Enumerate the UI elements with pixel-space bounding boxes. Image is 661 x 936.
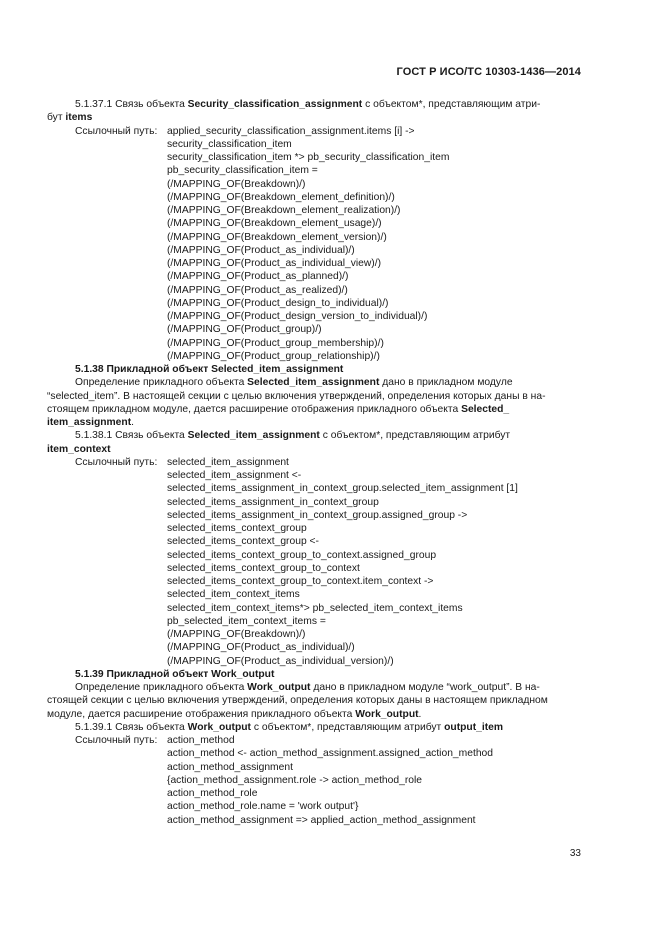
- text: дано в прикладном модуле: [379, 377, 513, 389]
- reference-path-line: action_method_assignment: [167, 761, 293, 773]
- reference-path-line: selected_item_context_items: [167, 589, 300, 601]
- clause-5-1-38-1-title-cont: [47, 443, 585, 456]
- reference-path-line: (/MAPPING_OF(Product_as_realized)/): [167, 284, 348, 296]
- clause-5-1-39-1-title: [47, 721, 585, 734]
- reference-path-line: (/MAPPING_OF(Breakdown_element_usage)/): [167, 218, 382, 230]
- section-5-1-38-heading: 5.1.38 Прикладной объект Selected_item_assignment: [75, 364, 344, 375]
- text: Определение прикладного объекта: [75, 682, 248, 693]
- reference-path-line: (/MAPPING_OF(Product_as_individual_version)/): [167, 655, 394, 667]
- entity-name: Selected_item_assignment: [187, 430, 320, 442]
- reference-path-line: selected_items_context_group: [167, 523, 307, 534]
- clause-text-pre: Связь объекта: [115, 99, 188, 110]
- reference-path-label: Ссылочный путь:: [75, 125, 158, 137]
- clause-5-1-37-1-title: [47, 98, 585, 111]
- reference-path-line: [47, 125, 585, 138]
- definition-line: “selected_item”. В настоящей секции с целью включения утверждений, определения которых даны в на-: [47, 390, 546, 402]
- text: модуле, дается расширение отображения прикладного объекта: [47, 708, 356, 720]
- reference-path-line: selected_items_assignment_in_context_group.selected_item_assignment [1]: [167, 483, 518, 495]
- entity-name: Selected_item_assignment: [247, 377, 380, 389]
- text: стоящем прикладном модуле, дается расширение отображения прикладного объекта: [47, 403, 462, 415]
- reference-path-line: action_method_role.name = 'work output'}: [167, 801, 359, 813]
- reference-path-line: selected_items_context_group_to_context.assigned_group: [167, 549, 437, 561]
- page-content: [47, 98, 585, 827]
- attribute-name: item_context: [47, 443, 111, 455]
- reference-path-line: [47, 456, 585, 469]
- text: .: [418, 708, 422, 720]
- text: Определение прикладного объекта: [75, 377, 248, 389]
- clause-text-post: с объектом*, представляющим атрибут: [319, 430, 511, 442]
- reference-path-line: (/MAPPING_OF(Breakdown_element_version)/): [167, 231, 387, 243]
- reference-path-line: (/MAPPING_OF(Product_as_individual_view)/): [167, 258, 382, 269]
- clause-number: 5.1.38.1: [75, 430, 113, 442]
- reference-path-line: action_method <- action_method_assignment.assigned_action_method: [167, 748, 493, 760]
- entity-name: Selected_: [461, 403, 510, 415]
- reference-path-line: (/MAPPING_OF(Breakdown)/): [167, 178, 306, 190]
- definition-line: [47, 376, 585, 389]
- entity-name: item_assignment: [47, 417, 132, 428]
- definition-line: [47, 403, 585, 416]
- reference-path-line: (/MAPPING_OF(Breakdown)/): [167, 629, 306, 640]
- reference-path-line: (/MAPPING_OF(Product_as_planned)/): [167, 271, 349, 283]
- reference-path-continuation: [47, 747, 585, 827]
- reference-path-line: selected_items_context_group <-: [167, 536, 319, 548]
- reference-path-line: action_method_role: [167, 788, 258, 799]
- reference-path-continuation: [47, 138, 585, 363]
- reference-path-line: selected_items_assignment_in_context_group.assigned_group ->: [167, 509, 468, 521]
- reference-path-line: selected_items_context_group_to_context: [167, 562, 360, 574]
- entity-name: Work_output: [247, 682, 311, 693]
- reference-path-line: (/MAPPING_OF(Product_as_individual)/): [167, 642, 355, 654]
- reference-path-line: (/MAPPING_OF(Product_group_membership)/): [167, 337, 384, 349]
- reference-path-line: (/MAPPING_OF(Product_group)/): [167, 324, 322, 336]
- clause-text-pre: Связь объекта: [112, 430, 188, 442]
- reference-path-line: (/MAPPING_OF(Product_design_version_to_individual)/): [167, 311, 428, 322]
- reference-path-line: (/MAPPING_OF(Product_group_relationship)/): [167, 350, 380, 362]
- reference-path-line: (/MAPPING_OF(Breakdown_element_definition)/): [167, 191, 395, 203]
- reference-path-line: selected_item_assignment <-: [167, 470, 302, 481]
- reference-path-line: (/MAPPING_OF(Product_as_individual)/): [167, 244, 355, 256]
- reference-path-line: security_classification_item: [167, 138, 292, 150]
- clause-5-1-38-1-title: [47, 429, 585, 442]
- text: .: [131, 417, 134, 428]
- reference-path-continuation: [47, 469, 585, 668]
- clause-5-1-37-1-title-cont: [47, 111, 585, 124]
- clause-text-post: с объектом*, представляющим атрибут: [250, 721, 445, 733]
- reference-path-label: Ссылочный путь:: [75, 735, 158, 746]
- reference-path-line: selected_items_assignment_in_context_group: [167, 496, 379, 508]
- reference-path-line: selected_items_context_group_to_context.item_context ->: [167, 576, 434, 587]
- clause-text-post: с объектом*, представляющим атри-: [362, 99, 541, 110]
- reference-path-line: (/MAPPING_OF(Breakdown_element_realization)/): [167, 205, 401, 216]
- reference-path-value: applied_security_classification_assignment.items [i] ->: [167, 125, 415, 137]
- text: дано в прикладном модуле “work_output”. В на-: [310, 682, 540, 693]
- reference-path-line: selected_item_context_items*> pb_selected_item_context_items: [167, 602, 463, 614]
- reference-path-line: (/MAPPING_OF(Product_design_to_individual)/): [167, 297, 389, 309]
- definition-line: [47, 681, 585, 694]
- reference-path-line: pb_security_classification_item =: [167, 165, 318, 177]
- entity-name: Work_output: [187, 721, 251, 733]
- reference-path-line: [47, 734, 585, 747]
- definition-line: [47, 708, 585, 721]
- attribute-name: items: [65, 112, 93, 124]
- reference-path-line: {action_method_assignment.role -> action_method_role: [167, 774, 423, 786]
- reference-path-label: Ссылочный путь:: [75, 456, 158, 468]
- reference-path-value: action_method: [167, 735, 235, 746]
- entity-name: Security_classification_assignment: [187, 99, 363, 110]
- attribute-name: output_item: [444, 721, 504, 733]
- reference-path-line: security_classification_item *> pb_security_classification_item: [167, 152, 450, 163]
- reference-path-value: selected_item_assignment: [167, 456, 289, 468]
- clause-number: 5.1.39.1: [75, 721, 113, 733]
- clause-text: бут: [47, 112, 66, 124]
- standard-header: ГОСТ Р ИСО/ТС 10303-1436—2014: [396, 66, 581, 78]
- entity-name: Work_output: [355, 708, 419, 720]
- section-5-1-39-heading: 5.1.39 Прикладной объект Work_output: [75, 668, 275, 680]
- reference-path-line: action_method_assignment => applied_action_method_assignment: [167, 814, 476, 826]
- reference-path-line: pb_selected_item_context_items =: [167, 615, 326, 627]
- definition-line: стоящей секции с целью включения утверждений, определения которых даны в настоящем прикладном: [47, 695, 548, 707]
- page-number: 33: [569, 848, 581, 859]
- clause-text-pre: Связь объекта: [112, 721, 188, 733]
- definition-line: [47, 416, 585, 429]
- clause-number: 5.1.37.1: [75, 99, 113, 110]
